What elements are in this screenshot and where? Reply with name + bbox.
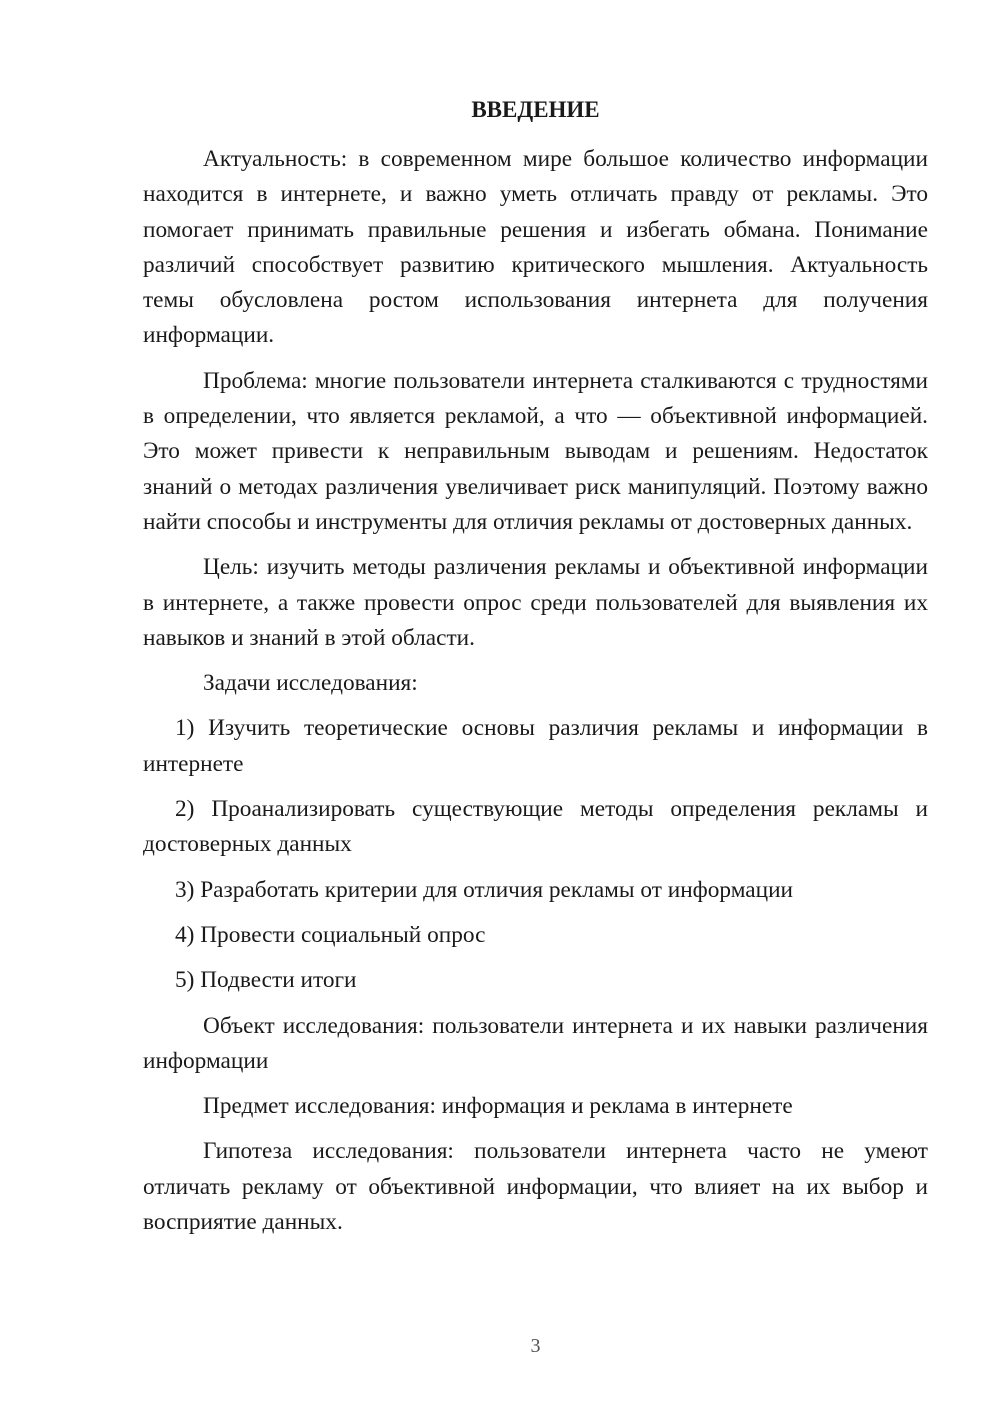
body-text [143, 142, 928, 1250]
document-page [143, 0, 928, 1414]
paragraph-tasks-heading: Задачи исследования: [203, 670, 418, 697]
task-item-2: 2) Проанализировать существующие методы определения рекламы и достоверных данных [143, 796, 928, 858]
paragraph-object: Объект исследования: пользователи интернета и их навыки различения информации [143, 1012, 928, 1074]
task-item-4: 4) Провести социальный опрос [175, 921, 486, 948]
task-item-5: 5) Подвести итоги [175, 967, 357, 994]
paragraph-problem: Проблема: многие пользователи интернета сталкиваются с трудностями в определении, что является рекламой, а что — объективной информацией. Это может привести к неправильным выводам и решениям. Недостаток знаний о методах различения увеличивает риск манипуляций. Поэтому важно найти способы и инструменты для отличия рекламы от достоверных данных. [143, 367, 928, 535]
page-number: 3 [530, 1335, 541, 1357]
paragraph-subject: Предмет исследования: информация и реклама в интернете [203, 1093, 793, 1120]
paragraph-relevance: Актуальность: в современном мире большое количество информации находится в интернете, и важно уметь отличать правду от рекламы. Это помогает принимать правильные решения и избегать обмана. Понимание различий способствует развитию критического мышления. Актуальность темы обусловлена ростом использования интернета для получения информации. [143, 146, 928, 349]
task-item-1: 1) Изучить теоретические основы различия рекламы и информации в интернете [143, 715, 928, 777]
section-title: ВВЕДЕНИЕ [471, 97, 600, 122]
task-item-3: 3) Разработать критерии для отличия рекламы от информации [175, 876, 794, 903]
paragraph-hypothesis: Гипотеза исследования: пользователи интернета часто не умеют отличать рекламу от объективной информации, что влияет на их выбор и восприятие данных. [143, 1138, 928, 1236]
paragraph-goal: Цель: изучить методы различения рекламы и объективной информации в интернете, а также провести опрос среди пользователей для выявления их навыков и знаний в этой области. [143, 554, 928, 651]
